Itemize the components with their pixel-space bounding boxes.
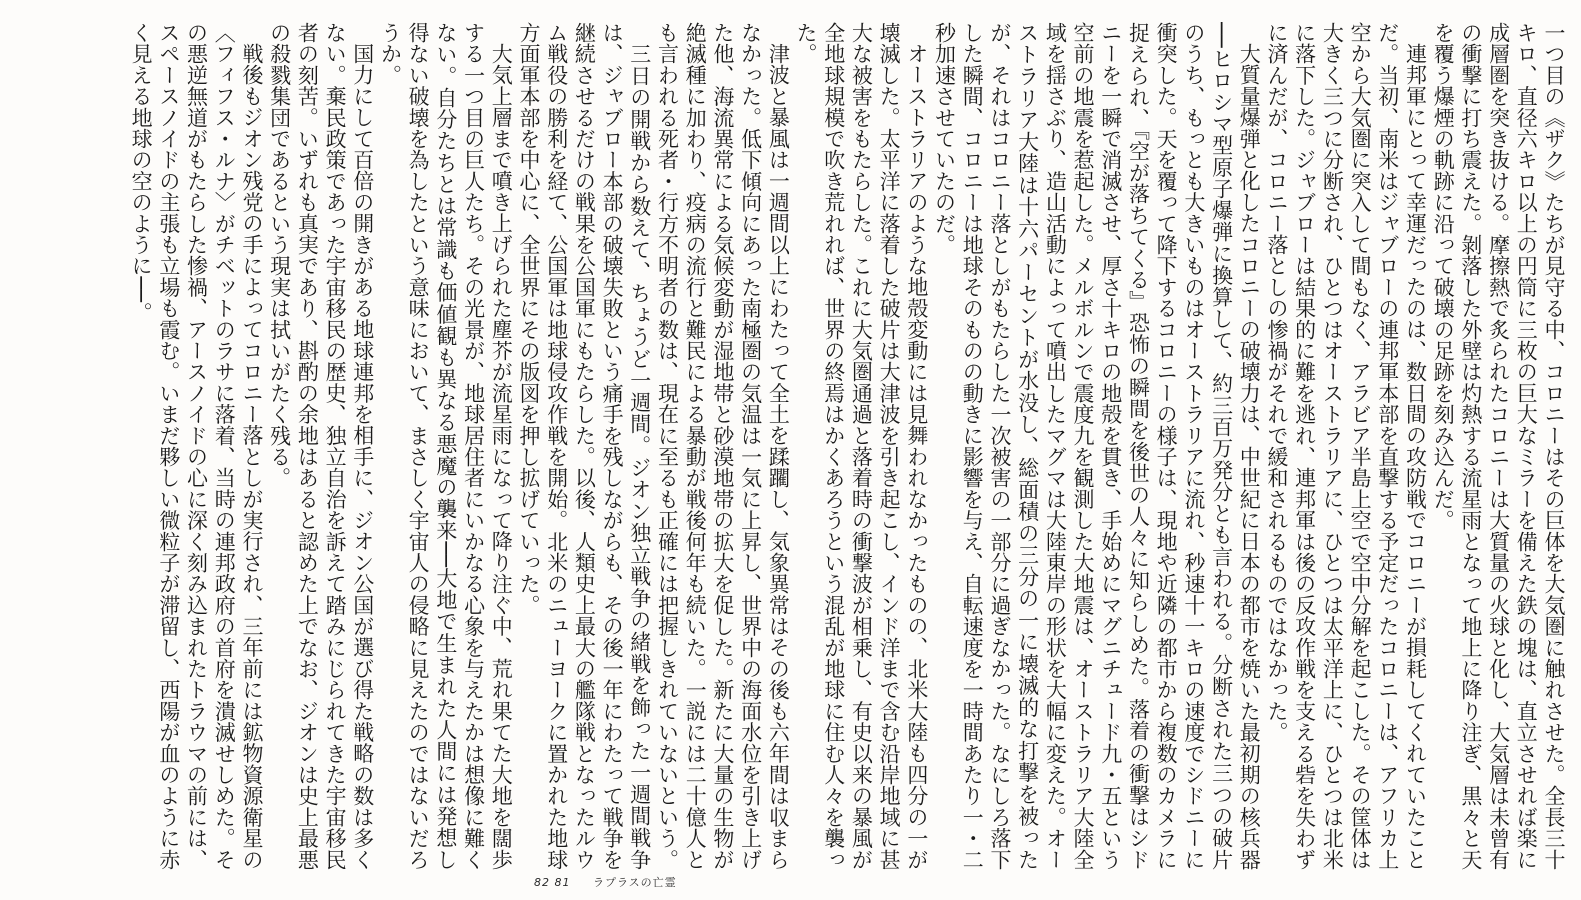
paragraph-6: 三日の開戦から数えて、ちょうど一週間。ジオン独立戦争の緒戦を飾った一週間戦争は、ジャブロー本部の破壊失敗という痛手を残しながらも、その後一年にわたって戦争を継続させるだけの戦果を公国軍にもたらした。以後、人類史上最大の艦隊戦となったルウム戦役の勝利を経て、公国軍は地球侵攻作戦を開始。北米のニューヨークに置かれた地球方面軍本部を中心に、全世界にその版図を押し拡げていった。 — [516, 22, 652, 870]
paragraph-9: 戦後もジオン残党の手によってコロニー落としが実行され、三年前には鉱物資源衛星の〈フィフス・ルナ〉がチベットのラサに落着、当時の連邦政府の首府を潰滅せしめた。その悪逆無道がもたらした惨禍、アースノイドの心に深く刻み込まれたトラウマの前には、スペースノイドの主張も立場も霞む。いまだ夥しい微粒子が滞留し、西陽が血のように赤く見える地球の空のように──。 — [129, 22, 264, 870]
book-title: ラプラスの亡霊 — [593, 876, 677, 889]
paragraph-2: 連邦軍にとって幸運だったのは、数日間の攻防戦でコロニーが損耗してくれていたことだ。当初、南米はジャブローの連邦軍本部を直撃する予定だったコロニーは、アフリカ上空から大気圏に突入して間もなく、アラビア半島上空で空中分解を起こした。その筐体は大きく三つに分断され、ひとつはオーストラリアに、ひとつは太平洋上に、ひとつは北米に落下した。ジャブローは結果的に難を逃れ、連邦軍は後の反攻作戦を支える砦を失わずに済んだが、コロニー落としの惨禍がそれで緩和されるものではなかった。 — [1264, 22, 1428, 870]
vertical-text-body — [14, 22, 1567, 870]
paragraph-1: 一つ目の《ザク》たちが見守る中、コロニーはその巨体を大気圏に触れさせた。全長三十キロ、直径六キロ以上の円筒に三枚の巨大なミラーを備えた鉄の塊は、直立させれば楽に成層圏を突き抜ける。摩擦熱で炙られたコロニーは大質量の火球と化し、大気層は未曾有の衝撃に打ち震えた。剝落した外壁は灼熱する流星雨となって地上に降り注ぎ、黒々と天を覆う爆煙の軌跡に沿って破壊の足跡を刻み込んだ。 — [1431, 22, 1566, 870]
paragraph-7: 大気上層まで噴き上げられた塵芥が流星雨になって降り注ぐ中、荒れ果てた大地を闊歩する一つ目の巨人たち。その光景が、地球居住者にいかなる心象を与えたかは想像に難くない。自分たちとは常識も価値観も異なる悪魔の襲来──大地で生まれた人間には発想し得ない破壊を為したという意味において、まさしく宇宙人の侵略に見えたのではないだろうか。 — [378, 22, 514, 870]
page-footer — [534, 874, 677, 890]
paragraph-8: 国力にして百倍の開きがある地球連邦を相手に、ジオン公国が選び得た戦略の数は多くない。棄民政策であった宇宙移民の歴史、独立自治を訴えて踏みにじられてきた宇宙移民者の刻苦。いずれも真実であり、斟酌の余地はあると認めた上でなお、ジオンは史上最悪の殺戮集団であるという現実は拭いがたく残る。 — [267, 22, 375, 870]
page-numbers: 82 81 — [534, 876, 571, 889]
paragraph-4: オーストラリアのような地殻変動には見舞われなかったものの、北米大陸も四分の一が壊滅した。太平洋に落着した破片は大津波を引き起こし、インド洋まで含む沿岸地域に甚大な被害をもたらした。これに大気圏通過と落着時の衝撃波が相乗し、有史以来の暴風が全地球規模で吹き荒れれば、世界の終焉はかくあろうという混乱が地球に住む人々を襲った。 — [794, 22, 929, 870]
paragraph-3: 大質量爆弾と化したコロニーの破壊力は、中世紀に日本の都市を焼いた最初期の核兵器──ヒロシマ型原子爆弾に換算して、約三百万発分とも言われる。分断された三つの破片のうち、もっとも大きいものはオーストラリアに流れ、秒速十一キロの速度でシドニーに衝突した。天を覆って降下するコロニーの様子は、現地や近隣の都市から複数のカメラに捉えられ、『空が落ちてくる』恐怖の瞬間を後世の人々に知らしめた。落着の衝撃はシドニーを一瞬で消滅させ、厚さ十キロの地殻を貫き、手始めにマグニチュード九・五という空前の地震を惹起した。メルボルンで震度九を観測した大地震は、オーストラリア大陸全域を揺さぶり、造山活動によって噴出したマグマは大陸東岸の形状を大幅に変えた。オーストラリア大陸は十六パーセントが水没し、総面積の三分の一に壊滅的な打撃を被ったが、それはコロニー落としがもたらした一次被害の一部分に過ぎなかった。なにしろ落下した瞬間、コロニーは地球そのものの動きに影響を与え、自転速度を一時間あたり一・二秒加速させていたのだ。 — [932, 22, 1262, 870]
paragraph-5: 津波と暴風は一週間以上にわたって全土を蹂躙し、気象異常はその後も六年間は収まらなかった。低下傾向にあった南極圏の気温は一気に上昇し、世界中の海面水位を引き上げた他、海流異常による気候変動が湿地帯と砂漠地帯の拡大を促した。新たに大量の生物が絶滅種に加わり、疫病の流行と難民による暴動が戦後何年も続いた。一説には二十億人とも言われる死者・行方不明者の数は、現在に至るも正確には把握しきれていないという。 — [655, 22, 791, 870]
